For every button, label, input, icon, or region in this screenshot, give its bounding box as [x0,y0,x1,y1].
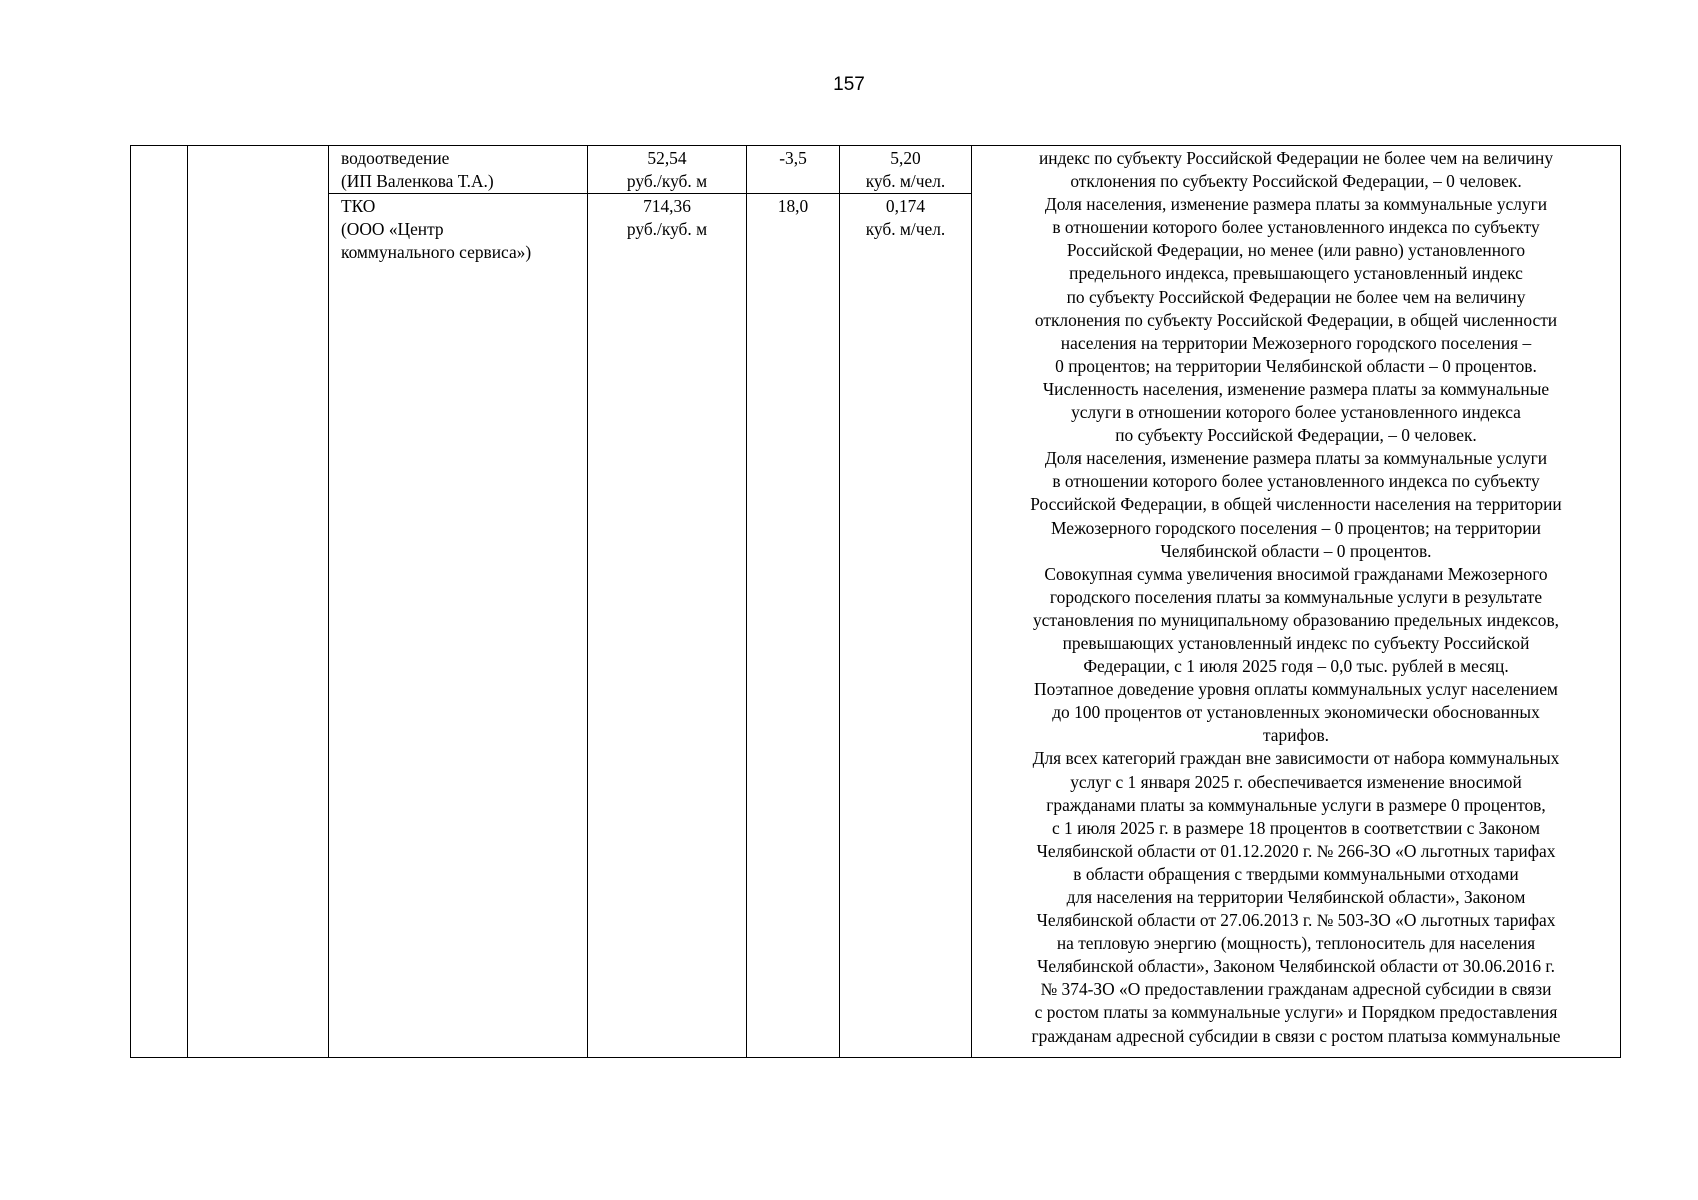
service-cell [329,146,588,194]
description-line: отклонения по субъекту Российской Федерации, – 0 человек. [1070,171,1522,192]
change-value: -3,5 [779,148,807,168]
description-line: тарифов. [1262,725,1330,746]
norm-value: 0,174 [885,196,926,217]
table-row [131,146,1621,194]
service-provider: коммунального сервиса») [341,242,532,263]
description-text [972,146,1620,1048]
tariff-unit: руб./куб. м [626,171,708,192]
description-line: по субъекту Российской Федерации, – 0 человек. [1115,425,1477,446]
description-line: услуг с 1 января 2025 г. обеспечивается изменение вносимой [1070,771,1522,792]
description-line: на тепловую энергию (мощность), теплоноситель для населения [1056,933,1536,954]
table-cell-empty [188,146,329,1058]
description-line: Поэтапное доведение уровня оплаты коммунальных услуг населением [1034,679,1558,700]
description-line: для населения на территории Челябинской области», Законом [1066,887,1526,907]
description-line: превышающих установленный индекс по субъекту Российской [1062,632,1530,653]
description-line: № 374-ЗО «О предоставлении гражданам адресной субсидии в связи [1040,979,1552,1000]
description-line: Российской Федерации, но менее (или равно) установленного [1066,240,1526,261]
description-line: в отношении которого более установленного индекса по субъекту [1052,471,1540,492]
table-cell-empty [131,146,188,1058]
description-line: Межозерного городского поселения – 0 процентов; на территории [1051,517,1541,538]
norm-value: 5,20 [890,148,921,168]
description-line: 0 процентов; на территории Челябинской области – 0 процентов. [1055,355,1537,376]
description-cell [972,146,1621,1058]
description-line: Доля населения, изменение размера платы за коммунальные услуги [1044,194,1548,215]
description-line: отклонения по субъекту Российской Федерации, в общей численности [1034,309,1558,330]
description-line: Доля населения, изменение размера платы за коммунальные услуги [1044,448,1548,469]
change-value: 18,0 [777,196,809,217]
tariff-value: 714,36 [643,196,691,217]
description-line: с ростом платы за коммунальные услуги» и Порядком предоставления [1034,1002,1558,1023]
description-line: городского поселения платы за коммунальные услуги в результате [1049,586,1543,607]
description-line: Федерации, с 1 июля 2025 годя – 0,0 тыс. рублей в месяц. [1083,656,1509,677]
tariff-cell [588,194,747,1058]
description-line: предельного индекса, превышающего установленный индекс [1069,263,1523,284]
description-line: в отношении которого более установленного индекса по субъекту [1052,217,1540,238]
description-line: Челябинской области – 0 процентов. [1160,540,1432,561]
description-line: Челябинской области от 27.06.2013 г. № 503-ЗО «О льготных тарифах [1036,910,1556,931]
description-line: Челябинской области», Законом Челябинской области от 30.06.2016 г. [1037,956,1555,977]
change-cell [747,194,840,1058]
tariff-value: 52,54 [647,148,687,168]
description-line: Совокупная сумма увеличения вносимой гражданами Межозерного [1044,563,1548,584]
description-line: установления по муниципальному образованию предельных индексов, [1032,609,1559,630]
description-line: с 1 июля 2025 г. в размере 18 процентов в соответствии с Законом [1051,817,1541,838]
description-line: гражданами платы за коммунальные услуги в размере 0 процентов, [1046,794,1546,815]
description-line: гражданам адресной субсидии в связи с ростом платыза коммунальные [1031,1025,1561,1046]
service-provider: (ООО «Центр [341,219,444,240]
description-line: Для всех категорий граждан вне зависимости от набора коммунальных [1032,748,1560,769]
norm-unit: куб. м/чел. [865,219,946,240]
service-name: ТКО [341,196,376,217]
norm-unit: куб. м/чел. [865,171,946,192]
description-line: индекс по субъекту Российской Федерации не более чем на величину [1038,148,1554,168]
tariff-unit: руб./куб. м [626,219,708,240]
service-cell [329,194,588,1058]
tariff-cell [588,146,747,194]
page-number: 157 [833,74,865,95]
service-provider: (ИП Валенкова Т.А.) [341,171,494,192]
description-line: в области обращения с твердыми коммунальными отходами [1073,863,1519,884]
description-line: Российской Федерации, в общей численности населения на территории [1030,494,1562,515]
description-line: Численность населения, изменение размера платы за коммунальные [1042,378,1550,399]
data-table [130,145,1621,1058]
description-line: Челябинской области от 01.12.2020 г. № 266-ЗО «О льготных тарифах [1036,840,1556,861]
description-line: населения на территории Межозерного городского поселения – [1060,332,1532,353]
service-name: водоотведение [341,148,450,168]
description-line: до 100 процентов от установленных экономически обоснованных [1052,702,1540,723]
norm-cell [840,146,972,194]
description-line: по субъекту Российской Федерации не более чем на величину [1066,286,1526,307]
change-cell [747,146,840,194]
description-line: услуги в отношении которого более установленного индекса [1071,402,1521,423]
norm-cell [840,194,972,1058]
